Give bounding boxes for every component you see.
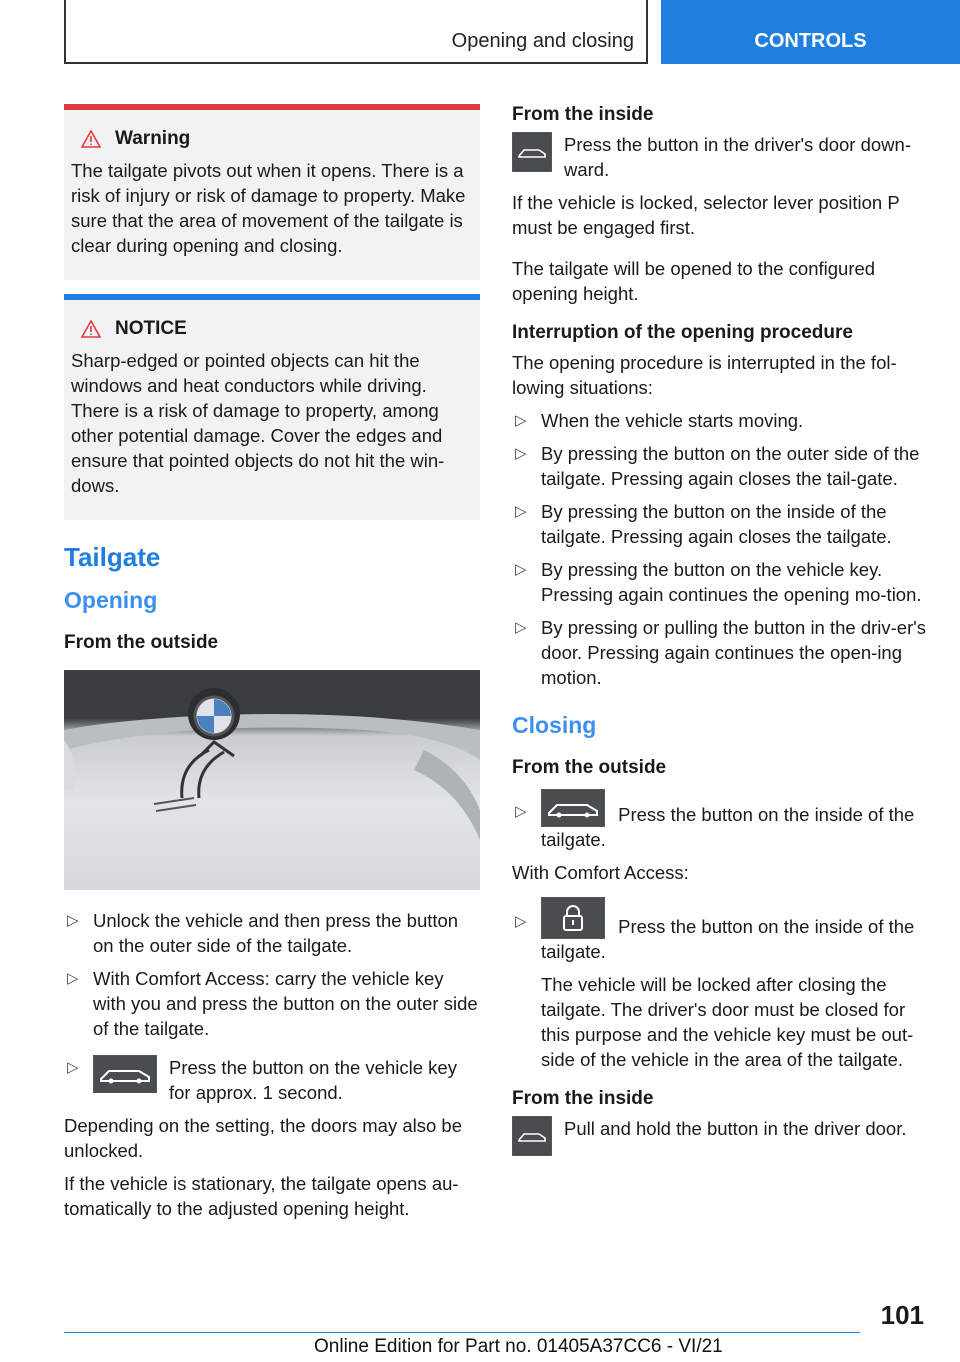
list-item: ▷ Unlock the vehicle and then press the button on the outer side of the tailgate.: [67, 910, 459, 956]
tailgate-illustration: [64, 670, 480, 890]
paragraph-doors-unlocked: Depending on the setting, the doors may also be unlocked.: [64, 1115, 463, 1161]
list-item: ▷ With Comfort Access: carry the vehicle key with you and press the button on the outer side of the tailgate.: [67, 968, 478, 1039]
list-item: ▷ Press the button on the inside of the tailgate.: [512, 789, 932, 852]
notice-text: Sharp-edged or pointed objects can hit the windows and heat conductors while driving. There is a risk of damage to property, among other potential damage. Cover the edges and ensure that pointed objects do not hit the win-dows.: [71, 350, 445, 496]
lock-note: The vehicle will be locked after closing the tailgate. The driver's door must be closed for this purpose and the vehicle key must be out-side of the vehicle in the area of the tailgate.: [541, 974, 914, 1070]
paragraph-stationary: If the vehicle is stationary, the tailgate opens au-tomatically to the adjusted opening height.: [64, 1173, 459, 1219]
inside-text: Press the button in the driver's door down-ward.: [564, 134, 911, 180]
paragraph-comfort-access: With Comfort Access:: [512, 862, 689, 883]
warning-title-text: Warning: [115, 128, 191, 149]
subheading-closing: Closing: [512, 712, 597, 738]
notice-title-text: NOTICE: [115, 318, 187, 339]
closing-outside-list: [512, 789, 932, 852]
paragraph-opening-height: The tailgate will be opened to the configured opening height.: [512, 258, 876, 304]
notice-title: [71, 318, 472, 340]
close-bullet-text: Press the button on the inside of the tailgate.: [541, 804, 915, 850]
header-section-title: Opening and closing: [451, 30, 634, 52]
warning-title: [71, 128, 472, 150]
footer-divider: [64, 1332, 860, 1333]
heading-closing-inside: From the inside: [512, 1088, 654, 1109]
tailgate-button-icon: [512, 132, 552, 172]
tailgate-photo: [64, 670, 480, 890]
tailgate-button-icon: [512, 1116, 552, 1156]
lock-bullet-text: Press the button on the inside of the tailgate.: [541, 916, 915, 962]
interruption-list: [512, 408, 932, 690]
warning-icon: [81, 320, 101, 338]
section-heading-tailgate: Tailgate: [64, 542, 161, 572]
list-item: ▷ By pressing or pulling the button in the driv-er's door. Pressing again continues the open-ing motion.: [515, 617, 927, 688]
paragraph-interrupted: The opening procedure is interrupted in the fol-lowing situations:: [512, 352, 897, 398]
warning-icon: [81, 130, 101, 148]
warning-box: [64, 104, 480, 280]
subheading-opening: Opening: [64, 587, 158, 613]
list-item: ▷ By pressing the button on the inside of the tailgate. Pressing again closes the tailgate.: [515, 501, 892, 547]
paragraph-selector-lever: If the vehicle is locked, selector lever position P must be engaged first.: [512, 192, 900, 238]
warning-text: The tailgate pivots out when it opens. There is a risk of injury or risk of damage to property. Make sure that the area of movement of the tailgate is clear during opening and closing.: [71, 160, 466, 256]
lock-icon: [541, 897, 605, 939]
right-column: [512, 104, 932, 1156]
tailgate-close-icon: [541, 789, 605, 827]
opening-outside-list: [64, 908, 480, 1105]
left-column: [64, 104, 480, 1229]
inside2-text: Pull and hold the button in the driver door.: [564, 1118, 907, 1139]
heading-from-inside: From the inside: [512, 104, 654, 125]
heading-interruption: Interruption of the opening procedure: [512, 322, 853, 343]
list-item: ▷ By pressing the button on the vehicle key. Pressing again continues the opening mo-tion.: [515, 559, 922, 605]
list-item: ▷ Press the button on the vehicle key for approx. 1 second.: [64, 1055, 480, 1105]
footer-edition: Online Edition for Part no. 01405A37CC6 - VI/21: [314, 1336, 723, 1357]
inside-instruction: [512, 132, 932, 182]
heading-from-outside: From the outside: [64, 632, 219, 653]
list-item: ▷ When the vehicle starts moving.: [515, 410, 804, 431]
closing-inside-instruction: [512, 1116, 932, 1156]
heading-closing-outside: From the outside: [512, 757, 667, 778]
tailgate-key-icon: [93, 1055, 157, 1093]
key-bullet-text: Press the button on the vehicle key for approx. 1 second.: [169, 1057, 457, 1103]
notice-box: [64, 294, 480, 520]
page-number: 101: [880, 1300, 924, 1330]
header-chapter-tab[interactable]: CONTROLS: [661, 0, 960, 64]
comfort-access-list: [512, 897, 932, 1072]
list-item: ▷ By pressing the button on the outer side of the tailgate. Pressing again closes the tail-gate.: [515, 443, 920, 489]
list-item: ▷ Press the button on the inside of the tailgate. The vehicle will be locked after closing the tailgate. The driver's door must be closed for this purpose and the vehicle key must be out-side of the vehicle in the area of the tailgate.: [512, 897, 932, 1072]
